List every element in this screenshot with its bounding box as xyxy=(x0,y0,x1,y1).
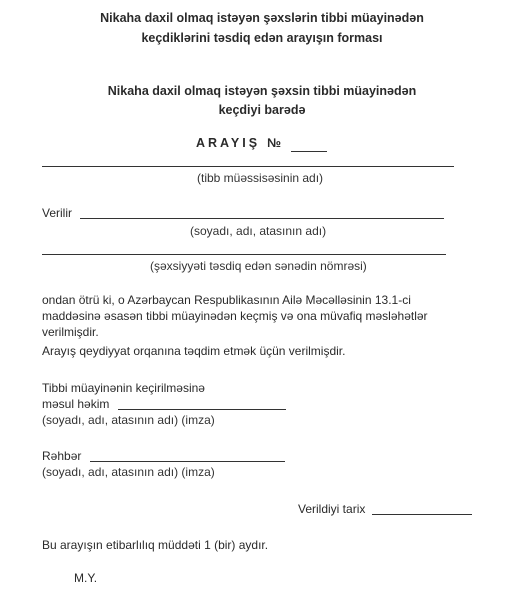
paragraph-line2: maddəsinə əsasən tibbi müayinədən keçmiş və ona müvafiq məsləhətlər xyxy=(42,309,428,323)
seal-placeholder: M.Y. xyxy=(74,571,98,585)
id-document-line xyxy=(42,254,446,255)
number-sign: № xyxy=(267,136,281,150)
paragraph-line1: ondan ötrü ki, o Azərbaycan Respublikasının Ailə Məcəlləsinin 13.1-ci xyxy=(42,293,411,307)
certificate-heading-line2: keçdiyi barədə xyxy=(218,103,306,117)
institution-caption: (tibb müəssisəsinin adı) xyxy=(197,171,324,185)
doctor-caption: (soyadı, adı, atasının adı) (imza) xyxy=(42,413,215,427)
certificate-heading-line1: Nikaha daxil olmaq istəyən şəxsin tibbi müayinədən xyxy=(107,84,417,98)
recipient-name-line xyxy=(80,218,444,219)
form-title-line2: keçdiklərini təsdiq edən arayışın forması xyxy=(141,31,383,45)
date-line xyxy=(372,514,472,515)
form-title-line1: Nikaha daxil olmaq istəyən şəxslərin tibbi müayinədən xyxy=(100,11,424,25)
purpose-line: Arayış qeydiyyat orqanına təqdim etmək üçün verilmişdir. xyxy=(42,344,346,358)
paragraph-line3: verilmişdir. xyxy=(42,325,99,339)
doctor-label-line2: məsul həkim xyxy=(42,397,110,411)
verilir-label: Verilir xyxy=(42,206,73,220)
id-document-caption: (şəxsiyyəti təsdiq edən sənədin nömrəsi) xyxy=(150,259,367,273)
institution-name-line xyxy=(42,166,454,167)
head-caption: (soyadı, adı, atasının adı) (imza) xyxy=(42,465,215,479)
date-label: Verildiyi tarix xyxy=(298,502,366,516)
doctor-label-line1: Tibbi müayinənin keçirilməsinə xyxy=(42,381,205,395)
head-signature-line xyxy=(90,461,285,462)
certificate-word: ARAYIŞ xyxy=(196,136,261,150)
doctor-signature-line xyxy=(118,409,286,410)
certificate-number-line xyxy=(291,151,327,152)
validity-text: Bu arayışın etibarlılıq müddəti 1 (bir) aydır. xyxy=(42,538,269,552)
head-label: Rəhbər xyxy=(42,449,82,463)
recipient-name-caption: (soyadı, adı, atasının adı) xyxy=(190,224,327,238)
